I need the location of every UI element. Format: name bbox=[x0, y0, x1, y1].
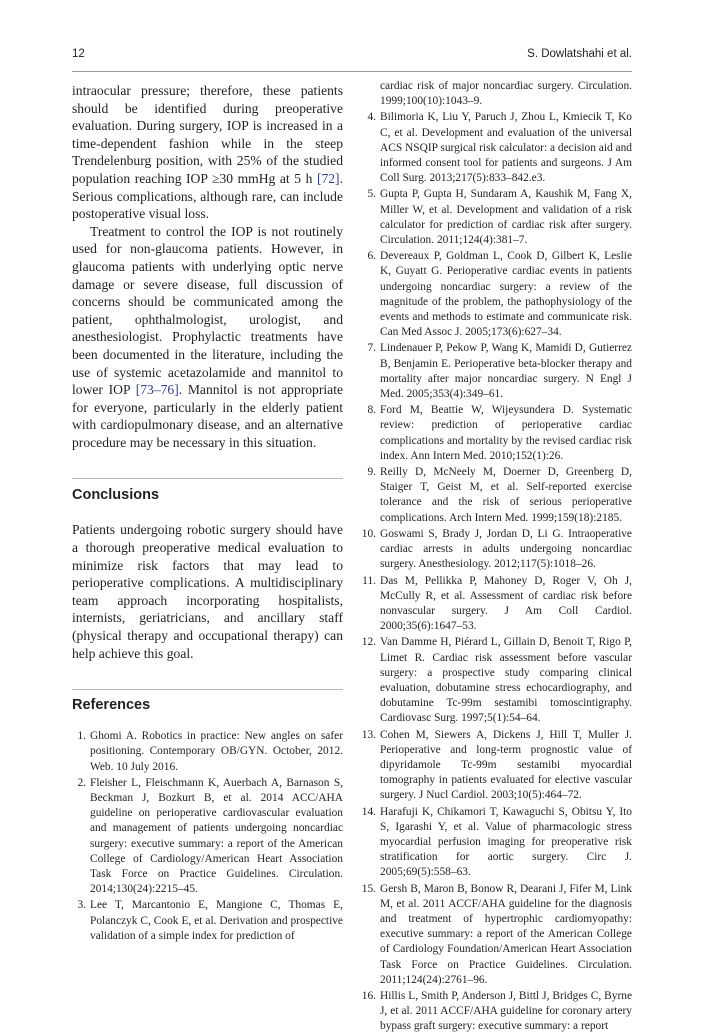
reference-number: 7. bbox=[367, 342, 376, 355]
page-header bbox=[72, 44, 632, 64]
reference-text: Harafuji K, Chikamori T, Kawaguchi S, Obitsu Y, Ito S, Igarashi Y, et al. Value of pharmacologic stress myocardial perfusion imaging for preoperative risk stratification for aortic surgery. Circ J. 2005;69(5):558–63. bbox=[380, 805, 632, 879]
reference-item bbox=[362, 635, 632, 726]
reference-item bbox=[72, 729, 343, 775]
reference-text: cardiac risk of major noncardiac surgery. Circulation. 1999;100(10):1043–9. bbox=[380, 80, 632, 108]
conclusions-heading: Conclusions bbox=[72, 487, 160, 504]
paragraph-text: . Mannitol is not appropriate for everyone, particularly in the elderly patient with cardiopulmonary disease, and an alternative procedure may be necessary in this situation. bbox=[72, 382, 343, 450]
citation-link-73-76[interactable]: [73–76] bbox=[135, 382, 179, 398]
paragraph-text: Treatment to control the IOP is not routinely used for non-glaucoma patients. However, in glaucoma patients with underlying optic nerve damage or severe disease, full discussion of concerns should be communicated among the patient, ophthalmologist, urologist, and anesthesiologist. Prophylactic treatments have been documented in the literature, including the use of systemic acetazolamide and mannitol to lower IOP bbox=[72, 223, 343, 398]
reference-text: Cohen M, Siewers A, Dickens J, Hill T, Muller J. Perioperative and long-term prognostic value of dipyridamole Tc-99m sestamibi myocardial tomography in patients evaluated for elective vascular surgery. J Nucl Cardiol. 2003;10(5):464–72. bbox=[380, 728, 632, 802]
reference-number: 13. bbox=[361, 728, 376, 741]
paragraph-text: intraocular pressure; therefore, these patients should be identified during preoperative evaluation. During surgery, IOP is increased in a time-dependent fashion while in the steep Trendelenburg position, with 25% of the studied population reaching IOP ≥30 mmHg at 5 h bbox=[72, 83, 343, 186]
reference-text: Van Damme H, Piérard L, Gillain D, Benoit T, Rigo P, Limet R. Cardiac risk assessment before vascular surgery: a prospective study comparing clinical evaluation, dobutamine stress echocardiography, and dobutamine Tc-99m sestamibi tomoscintigraphy. Cardiovasc Surg. 1997;5(1):54–64. bbox=[380, 636, 632, 725]
reference-item bbox=[72, 898, 343, 944]
reference-text: Reilly D, McNeely M, Doerner D, Greenberg D, Staiger T, Geist M, et al. Self-reported exercise tolerance and the risk of serious perioperative complications. Arch Intern Med. 1999;159(18):2185. bbox=[380, 466, 632, 524]
reference-item bbox=[362, 989, 632, 1035]
reference-number: 10. bbox=[361, 527, 376, 540]
running-head: S. Dowlatshahi et al. bbox=[527, 48, 632, 60]
reference-text: Bilimoria K, Liu Y, Paruch J, Zhou L, Kmiecik T, Ko C, et al. Development and evaluation of the universal ACS NSQIP surgical risk calculator: a decision aid and informed consent tool for patients and surgeons. J Am Coll Surg. 2013;217(5):833–842.e3. bbox=[380, 111, 632, 185]
page-number: 12 bbox=[72, 48, 85, 60]
reference-item bbox=[362, 728, 632, 804]
reference-item bbox=[362, 341, 632, 402]
reference-item bbox=[72, 776, 343, 898]
reference-continued bbox=[362, 79, 632, 109]
reference-text: Ford M, Beattie W, Wijeysundera D. Systematic review: prediction of perioperative cardiac complications and mortality by the revised cardiac risk index. Ann Intern Med. 2010;152(1):26. bbox=[380, 404, 632, 462]
intro-paragraph-1 bbox=[72, 82, 343, 223]
reference-number: 9. bbox=[367, 466, 376, 479]
reference-text: Lindenauer P, Pekow P, Wang K, Mamidi D, Gutierrez B, Benjamin E. Perioperative beta-blocker therapy and mortality after major noncardiac surgery. N Engl J Med. 2005;353(4):349–61. bbox=[380, 342, 632, 401]
left-column bbox=[72, 82, 343, 945]
reference-number: 5. bbox=[367, 188, 376, 201]
reference-item bbox=[362, 527, 632, 573]
reference-text: Gersh B, Maron B, Bonow R, Dearani J, Fifer M, Link M, et al. 2011 ACCF/AHA guideline for the diagnosis and treatment of hypertrophic cardiomyopathy: executive summary: a report of the American College of Cardiology Foundation/American Heart Association Task Force on Practice Guidelines. Circulation. 2011;124(24):2761–96. bbox=[380, 882, 632, 986]
reference-list-right bbox=[362, 79, 632, 1035]
reference-number: 3. bbox=[77, 899, 86, 912]
intro-paragraph-2 bbox=[72, 223, 343, 452]
paragraph-text: . Serious complications, although rare, can include postoperative visual loss. bbox=[72, 170, 343, 222]
reference-number: 6. bbox=[367, 250, 376, 263]
reference-text: Gupta P, Gupta H, Sundaram A, Kaushik M, Fang X, Miller W, et al. Development and validation of a risk calculator for prediction of cardiac risk after surgery. Circulation. 2011;124(4):381–7. bbox=[380, 188, 632, 247]
reference-number: 11. bbox=[362, 574, 376, 587]
reference-number: 1. bbox=[77, 730, 86, 743]
section-rule bbox=[72, 689, 343, 690]
reference-number: 15. bbox=[361, 882, 376, 895]
reference-list-left bbox=[72, 729, 343, 944]
reference-number: 4. bbox=[367, 111, 376, 124]
reference-number: 12. bbox=[361, 636, 376, 649]
reference-number: 2. bbox=[77, 776, 86, 789]
reference-item bbox=[362, 882, 632, 988]
reference-item bbox=[362, 574, 632, 635]
header-rule bbox=[72, 71, 632, 72]
reference-number: 8. bbox=[367, 404, 376, 417]
section-rule bbox=[72, 478, 343, 479]
reference-text: Devereaux P, Goldman L, Cook D, Gilbert K, Leslie K, Guyatt G. Perioperative cardiac events in patients undergoing noncardiac surgery: a review of the magnitude of the problem, the pathophysiology of the events and methods to estimate and communicate risk. Can Med Assoc J. 2005;173(6):627–34. bbox=[380, 250, 632, 339]
conclusions-paragraph: Patients undergoing robotic surgery should have a thorough preoperative medical evaluation to minimize risk factors that may lead to perioperative complications. A multidisciplinary team approach incorporating hospitalists, internists, geriatricians, and ancillary staff (physical therapy and occupational therapy) can help achieve this goal. bbox=[72, 522, 343, 661]
reference-item bbox=[362, 110, 632, 186]
right-column bbox=[362, 79, 632, 1036]
reference-item bbox=[362, 403, 632, 464]
citation-link-72[interactable]: [72] bbox=[316, 170, 340, 186]
reference-text: Lee T, Marcantonio E, Mangione C, Thomas E, Polanczyk C, Cook E, et al. Derivation and prospective validation of a simple index for prediction of bbox=[90, 899, 343, 942]
reference-item bbox=[362, 465, 632, 526]
reference-item bbox=[362, 249, 632, 340]
reference-text: Goswami S, Brady J, Jordan D, Li G. Intraoperative cardiac arrests in adults undergoing noncardiac surgery. Anesthesiology. 2012;117(5):1018–26. bbox=[380, 527, 632, 571]
reference-item bbox=[362, 805, 632, 881]
references-heading: References bbox=[72, 697, 151, 714]
reference-text: Fleisher L, Fleischmann K, Auerbach A, Barnason S, Beckman J, Bozkurt B, et al. 2014 ACC/AHA guideline on perioperative cardiovascular evaluation and management of patients undergoing noncardiac surgery: executive summary: a report of the American College of Cardiology/American Heart Association Task Force on Practice Guidelines. Circulation. 2014;130(24):2215–45. bbox=[90, 776, 343, 896]
reference-text: Ghomi A. Robotics in practice: New angles on safer positioning. Contemporary OB/GYN. October, 2012. Web. 10 July 2016. bbox=[90, 730, 343, 773]
reference-item bbox=[362, 187, 632, 248]
reference-text: Hillis L, Smith P, Anderson J, Bittl J, Bridges C, Byrne J, et al. 2011 ACCF/AHA guideline for coronary artery bypass graft surgery: executive summary: a report bbox=[380, 989, 632, 1033]
reference-number: 16. bbox=[361, 989, 376, 1002]
reference-number: 14. bbox=[361, 805, 376, 818]
reference-text: Das M, Pellikka P, Mahoney D, Roger V, Oh J, McCully R, et al. Assessment of cardiac risk before nonvascular surgery. J Am Coll Cardiol. 2000;35(6):1647–53. bbox=[380, 574, 632, 633]
